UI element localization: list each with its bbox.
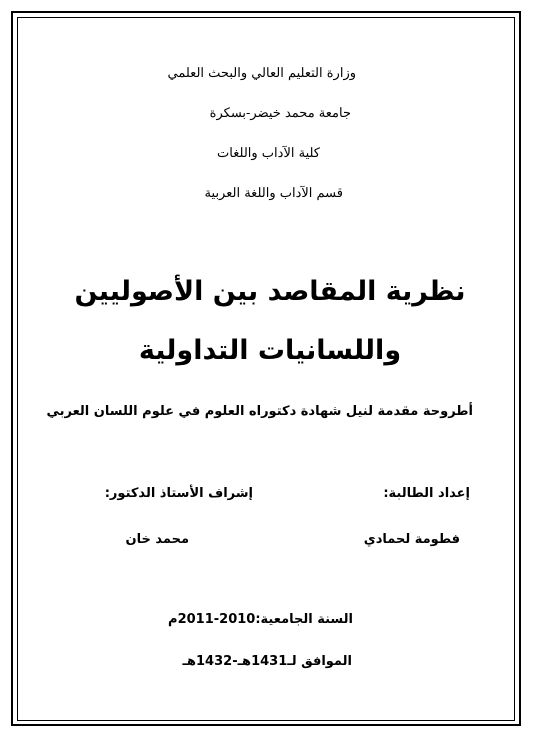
student-name: فطومة لحمادي — [363, 532, 460, 547]
thesis-title-line-1: نظرية المقاصد بين الأصوليين — [74, 276, 466, 307]
department-name: قسم الآداب واللغة العربية — [204, 186, 343, 201]
university-name: جامعة محمد خيضر-بسكرة — [209, 106, 351, 121]
faculty-name: كلية الآداب واللغات — [217, 146, 320, 161]
academic-year: السنة الجامعية:2010-2011م — [168, 612, 353, 627]
thesis-subtitle: أطروحة مقدمة لنيل شهادة دكتوراه العلوم في علوم اللسان العربي — [46, 404, 473, 419]
hijri-year: الموافق لـ1431هـ-1432هـ — [182, 654, 352, 669]
ministry-name: وزارة التعليم العالي والبحث العلمي — [167, 66, 356, 81]
supervisor-label: إشراف الأستاذ الدكتور: — [104, 486, 253, 501]
thesis-title-line-2: واللسانيات التداولية — [138, 335, 402, 366]
student-label: إعداد الطالبة: — [383, 486, 470, 501]
supervisor-name: محمد خان — [125, 532, 189, 547]
